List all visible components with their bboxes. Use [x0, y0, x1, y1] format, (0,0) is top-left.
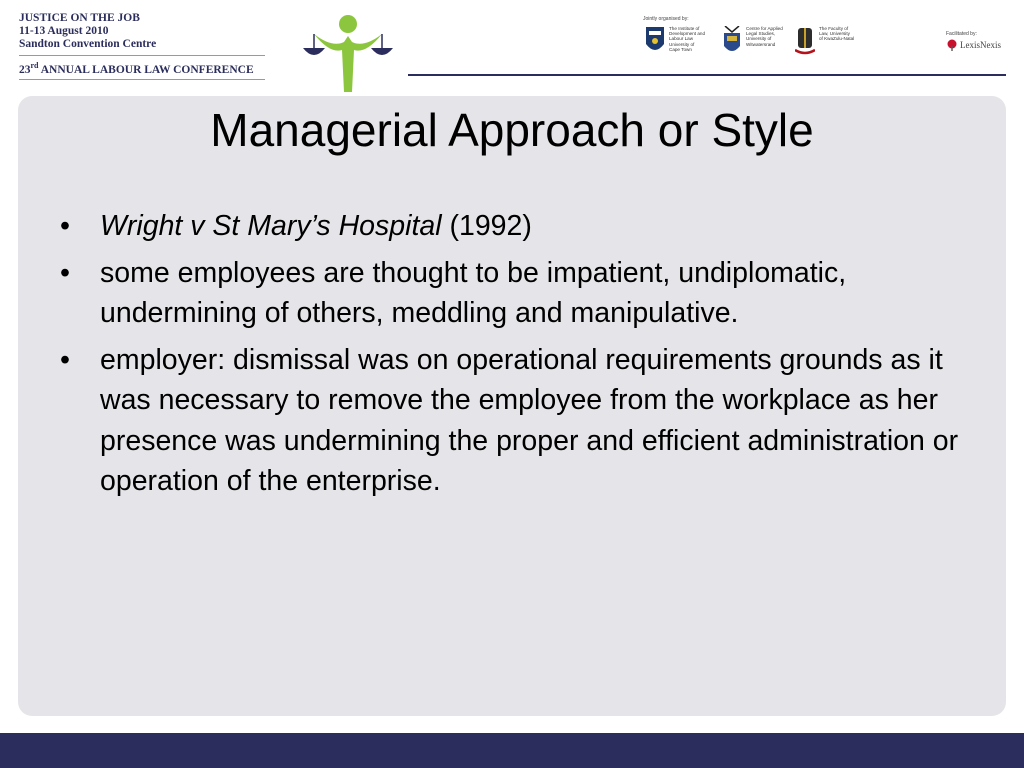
bullet-marker: • — [60, 256, 70, 289]
wits-crest-icon — [722, 26, 742, 56]
conference-info — [19, 12, 265, 80]
partner-uct — [645, 26, 705, 56]
case-name: Wright v St Mary’s Hospital — [100, 210, 442, 242]
facilitated-by-label: Facilitated by: — [946, 31, 977, 37]
partner-ukzn — [795, 26, 854, 56]
lexisnexis-tree-icon — [946, 39, 958, 51]
partner-wits — [722, 26, 783, 56]
bullet-text: employer: dismissal was on operational requirements grounds as it was necessary to remove the employee from the workplace as her presence was undermining the proper and efficient administration or operation of the enterprise. — [100, 343, 959, 497]
ukzn-crest-icon — [795, 26, 815, 56]
bullet-list — [58, 206, 978, 508]
header-rule — [408, 74, 1006, 76]
partner-ukzn-text: The Faculty of Law, University of KwaZulu-Natal — [819, 26, 855, 42]
bullet-marker: • — [60, 343, 70, 376]
conference-divider — [19, 55, 265, 56]
bullet-case-citation — [58, 206, 978, 247]
uct-crest-icon — [645, 26, 665, 56]
organised-by-label: Jointly organised by: — [643, 16, 689, 22]
conference-dates: 11-13 August 2010 — [19, 25, 109, 37]
conference-name: JUSTICE ON THE JOB — [19, 12, 140, 24]
justice-scales-logo-icon — [300, 12, 396, 92]
partner-wits-text: Centre for Applied Legal Studies, University of Witwatersrand — [746, 26, 783, 47]
bullet-text: some employees are thought to be impatient, undiplomatic, undermining of others, meddling and manipulative. — [100, 256, 847, 329]
footer-bar — [0, 733, 1024, 768]
lexisnexis-logo — [946, 39, 1001, 51]
conference-edition: 23rd ANNUAL LABOUR LAW CONFERENCE — [19, 61, 254, 76]
conference-venue: Sandton Convention Centre — [19, 38, 157, 50]
bullet-employer-position — [58, 340, 978, 502]
bullet-marker: • — [60, 210, 70, 242]
slide-title: Managerial Approach or Style — [210, 104, 814, 156]
case-year: (1992) — [441, 210, 532, 242]
conference-divider-bottom — [19, 79, 265, 80]
partner-uct-text: The Institute of Development and Labour Law University of Cape Town — [669, 26, 706, 52]
facilitator-name: LexisNexis — [960, 40, 1001, 50]
bullet-employee-traits — [58, 253, 978, 334]
